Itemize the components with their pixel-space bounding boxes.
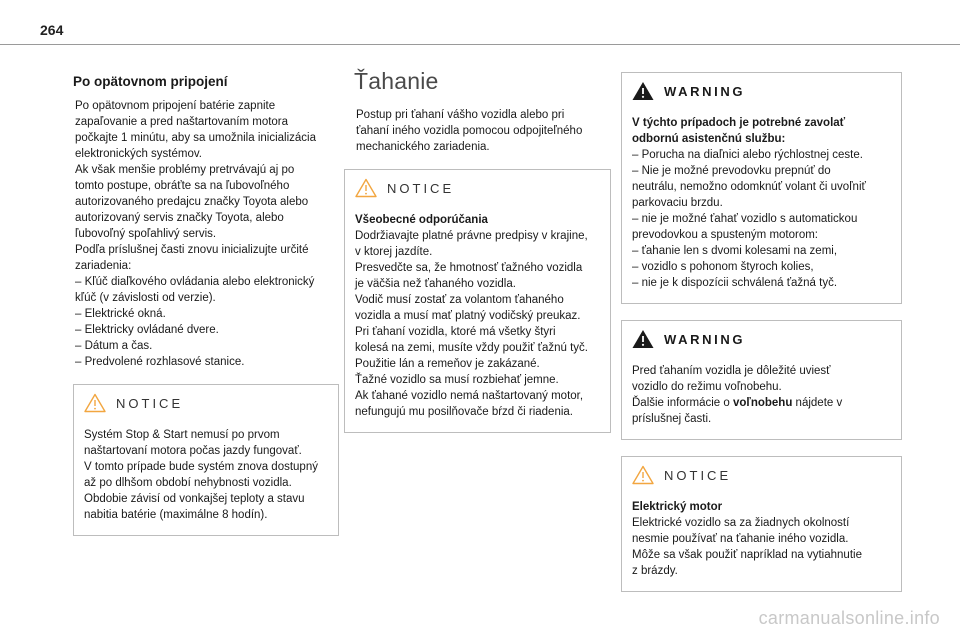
- text-line: Ťažné vozidlo sa musí rozbiehať jemne.: [355, 374, 559, 386]
- warning-triangle-icon: [632, 81, 654, 101]
- page-title: Ťahanie: [354, 68, 439, 94]
- list-item: – Predvolené rozhlasové stanice.: [75, 356, 245, 368]
- notice-box-stop-start: [73, 384, 339, 536]
- text-line: kľúč (v závislosti od verzie).: [75, 292, 216, 304]
- text-line: až po dlhšom období nehybnosti vozidla.: [84, 477, 292, 489]
- notice-label: NOTICE: [116, 395, 184, 411]
- text-line: počkajte 1 minútu, aby sa umožnila inicializácia: [75, 132, 316, 144]
- towing-intro: [344, 107, 611, 155]
- list-item: – Elektricky ovládané dvere.: [75, 324, 219, 336]
- text-line: naštartovaní motora počas jazdy fungovať.: [84, 445, 302, 457]
- notice-label: NOTICE: [664, 467, 732, 483]
- text-line: nefungujú mu posilňovače bŕzd či riadenia.: [355, 406, 573, 418]
- warning-triangle-icon: [632, 329, 654, 349]
- freewheel-term: voľnobehu: [732, 397, 793, 409]
- text-span: Ďalšie informácie o: [632, 397, 733, 409]
- reconnect-text: [73, 98, 339, 370]
- text-line: elektronických systémov.: [75, 148, 202, 160]
- column-1: [73, 74, 339, 536]
- section-heading: Po opätovnom pripojení: [73, 74, 228, 89]
- text-line: [632, 395, 891, 411]
- list-item: – nie je k dispozícii schválená ťažná tyč.: [632, 277, 838, 289]
- text-line: nesmie používať na ťahanie iného vozidla.: [632, 533, 849, 545]
- column-3: [621, 60, 902, 592]
- warning-bold-line: V týchto prípadoch je potrebné zavolať: [632, 117, 846, 129]
- notice-subheading: Elektrický motor: [632, 501, 723, 513]
- text-line: z brázdy.: [632, 565, 678, 577]
- list-item: – Nie je možné prevodovku prepnúť do: [632, 165, 831, 177]
- notice-header: [622, 457, 901, 493]
- notice-text: [622, 499, 901, 579]
- text-line: je väčšia než ťahaného vozidla.: [355, 278, 516, 290]
- text-line: Dodržiavajte platné právne predpisy v krajine,: [355, 230, 588, 242]
- text-line: zariadenia:: [75, 260, 132, 272]
- text-line: autorizovaného predajcu značky Toyota alebo: [75, 196, 309, 208]
- text-line: Po opätovnom pripojení batérie zapnite: [75, 100, 276, 112]
- text-line: vozidlo do režimu voľnobehu.: [632, 381, 782, 393]
- notice-triangle-icon: [355, 178, 377, 198]
- warning-text: [622, 115, 901, 291]
- notice-header: [345, 170, 610, 206]
- watermark: carmanualsonline.info: [758, 608, 940, 628]
- text-line: nabitia batérie (maximálne 8 hodín).: [84, 509, 268, 521]
- list-item: – vozidlo s pohonom štyroch kolies,: [632, 261, 814, 273]
- notice-triangle-icon: [632, 465, 654, 485]
- text-line: Elektrické vozidlo sa za žiadnych okolností: [632, 517, 850, 529]
- text-line: v ktorej jazdíte.: [355, 246, 433, 258]
- text-line: Ak ťahané vozidlo nemá naštartovaný motor,: [355, 390, 584, 402]
- column-2: [344, 68, 611, 433]
- warning-text: [622, 363, 901, 427]
- text-line: ľubovoľný spoľahlivý servis.: [75, 228, 217, 240]
- header-rule: [0, 44, 960, 45]
- warning-label: WARNING: [664, 331, 746, 347]
- list-item: – Dátum a čas.: [75, 340, 153, 352]
- text-line: Systém Stop & Start nemusí po prvom: [84, 429, 280, 441]
- text-line: zapaľovanie a pred naštartovaním motora: [75, 116, 289, 128]
- notice-box-electric: [621, 456, 902, 592]
- text-line: V tomto prípade bude systém znova dostupný: [84, 461, 318, 473]
- text-line: Pri ťahaní vozidla, ktoré má všetky štyri: [355, 326, 556, 338]
- warning-header: [622, 73, 901, 109]
- text-line: autorizovaný servis značky Toyota, alebo: [75, 212, 284, 224]
- text-line: Pred ťahaním vozidla je dôležité uviesť: [632, 365, 831, 377]
- warning-header: [622, 321, 901, 357]
- notice-text: [345, 212, 610, 420]
- text-line: Vodič musí zostať za volantom ťahaného: [355, 294, 564, 306]
- text-line: Ak však menšie problémy pretrvávajú aj po: [75, 164, 295, 176]
- text-line: vozidla a musí mať platný vodičský preukaz.: [355, 310, 581, 322]
- list-item: – Kľúč diaľkového ovládania alebo elektronický: [75, 276, 315, 288]
- page-number: 264: [40, 22, 64, 38]
- text-line: Postup pri ťahaní vášho vozidla alebo pri: [356, 109, 565, 121]
- warning-label: WARNING: [664, 83, 746, 99]
- notice-text: [74, 427, 338, 523]
- warning-box-assistance: [621, 72, 902, 304]
- notice-triangle-icon: [84, 393, 106, 413]
- text-line: príslušnej časti.: [632, 413, 712, 425]
- text-line: tomto postupe, obráťte sa na ľubovoľného: [75, 180, 290, 192]
- text-line: Použitie lán a remeňov je zakázané.: [355, 358, 540, 370]
- text-line: mechanického zariadenia.: [356, 141, 490, 153]
- text-line: neutrálu, nemožno odomknúť volant či uvoľniť: [632, 181, 866, 193]
- warning-bold-line: odbornú asistenčnú službu:: [632, 133, 786, 145]
- list-item: – nie je možné ťahať vozidlo s automatickou: [632, 213, 858, 225]
- text-line: Môže sa však použiť napríklad na vytiahnutie: [632, 549, 862, 561]
- notice-label: NOTICE: [387, 180, 455, 196]
- list-item: – Porucha na diaľnici alebo rýchlostnej ceste.: [632, 149, 863, 161]
- warning-box-freewheel: [621, 320, 902, 440]
- text-line: parkovaciu brzdu.: [632, 197, 723, 209]
- notice-header: [74, 385, 338, 421]
- text-line: kolesá na zemi, musíte vždy použiť ťažnú tyč.: [355, 342, 588, 354]
- list-item: – Elektrické okná.: [75, 308, 166, 320]
- text-line: ťahaní iného vozidla pomocou odpojiteľného: [356, 125, 583, 137]
- list-item: – ťahanie len s dvomi kolesami na zemi,: [632, 245, 838, 257]
- notice-subheading: Všeobecné odporúčania: [355, 214, 488, 226]
- text-span: nájdete v: [792, 397, 843, 409]
- text-line: Podľa príslušnej časti znovu inicializujte určité: [75, 244, 309, 256]
- text-line: prevodovkou a spusteným motorom:: [632, 229, 819, 241]
- text-line: Obdobie závisí od vonkajšej teploty a stavu: [84, 493, 305, 505]
- notice-box-general: [344, 169, 611, 433]
- text-line: Presvedčte sa, že hmotnosť ťažného vozidla: [355, 262, 583, 274]
